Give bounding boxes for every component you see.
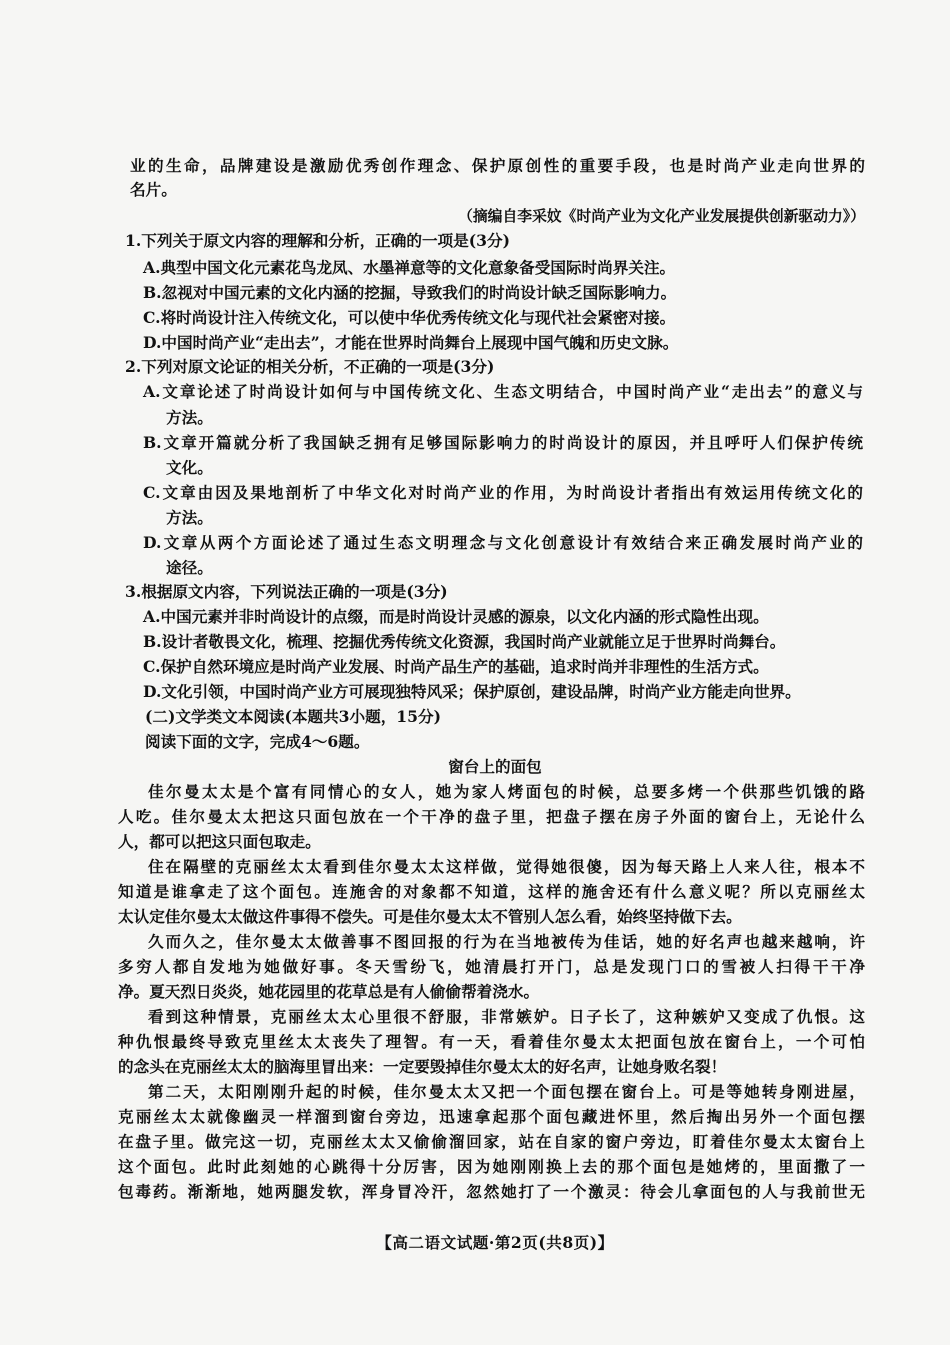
passage-line: 名片。 (130, 180, 177, 199)
option-line: B.文章开篇就分析了我国缺乏拥有足够国际影响力的时尚设计的原因，并且呼吁人们保护传统 (143, 433, 863, 452)
story-line: 的念头在克丽丝太太的脑海里冒出来：一定要毁掉佳尔曼太太的好名声，让她身败名裂！ (118, 1057, 727, 1076)
story-line: 知道是谁拿走了这个面包。连施舍的对象都不知道，这样的施舍还有什么意义呢？所以克丽丝太 (118, 882, 865, 901)
reading-instruction: 阅读下面的文字，完成4～6题。 (145, 732, 370, 751)
story-line: 看到这种情景，克丽丝太太心里很不舒服，非常嫉妒。日子长了，这种嫉妒又变成了仇恨。这 (148, 1007, 865, 1026)
story-line: 住在隔壁的克丽丝太太看到佳尔曼太太这样做，觉得她很傻，因为每天路上人来人往，根本不 (148, 857, 865, 876)
option-line: A.中国元素并非时尚设计的点缀，而是时尚设计灵感的源泉，以文化内涵的形式隐性出现。 (143, 607, 769, 626)
option-line: D.文章从两个方面论述了通过生态文明理念与文化创意设计有效结合来正确发展时尚产业的 (143, 533, 863, 552)
story-line: 包毒药。渐渐地，她两腿发软，浑身冒冷汗，忽然她打了一个激灵：待会儿拿面包的人与我前世无 (118, 1182, 865, 1201)
option-line: B.设计者敬畏文化，梳理、挖掘优秀传统文化资源，我国时尚产业就能立足于世界时尚舞台。 (143, 632, 786, 651)
story-line: 第二天，太阳刚刚升起的时候，佳尔曼太太又把一个面包摆在窗台上。可是等她转身刚进屋， (148, 1082, 865, 1101)
option-continuation: 文化。 (166, 458, 213, 477)
option-continuation: 方法。 (166, 408, 213, 427)
option-continuation: 途径。 (166, 558, 213, 577)
option-line: B.忽视对中国元素的文化内涵的挖掘，导致我们的时尚设计缺乏国际影响力。 (143, 283, 677, 302)
story-line: 克丽丝太太就像幽灵一样溜到窗台旁边，迅速拿起那个面包藏进怀里，然后掏出另外一个面包摆 (118, 1107, 865, 1126)
option-line: C.文章由因及果地剖析了中华文化对时尚产业的作用，为时尚设计者指出有效运用传统文化的 (143, 483, 863, 502)
story-line: 这个面包。此时此刻她的心跳得十分厉害，因为她刚刚换上去的那个面包是她烤的，里面撒了一 (118, 1157, 865, 1176)
question-stem: 3.根据原文内容，下列说法正确的一项是(3分) (125, 582, 448, 601)
story-line: 人吃。佳尔曼太太把这只面包放在一个干净的盘子里，把盘子摆在房子外面的窗台上，无论什么 (118, 807, 865, 826)
story-line: 种仇恨最终导致克里丝太太丧失了理智。有一天，看着佳尔曼太太把面包放在窗台上，一个可怕 (118, 1032, 865, 1051)
story-line: 多穷人都自发地为她做好事。冬天雪纷飞，她清晨打开门，总是发现门口的雪被人扫得干干净 (118, 957, 865, 976)
option-continuation: 方法。 (166, 508, 213, 527)
story-line: 久而久之，佳尔曼太太做善事不图回报的行为在当地被传为佳话，她的好名声也越来越响，许 (148, 932, 865, 951)
story-line: 人，都可以把这只面包取走。 (118, 832, 321, 851)
story-line: 佳尔曼太太是个富有同情心的女人，她为家人烤面包的时候，总要多烤一个供那些饥饿的路 (148, 782, 865, 801)
story-line: 太认定佳尔曼太太做这件事得不偿失。可是佳尔曼太太不管别人怎么看，始终坚持做下去。 (118, 907, 742, 926)
source-attribution: （摘编自李采妏《时尚产业为文化产业发展提供创新驱动力》） (458, 208, 865, 225)
question-stem: 2.下列对原文论证的相关分析，不正确的一项是(3分) (125, 357, 495, 376)
passage-line: 业的生命，品牌建设是激励优秀创作理念、保护原创性的重要手段，也是时尚产业走向世界的 (130, 156, 865, 175)
option-line: C.将时尚设计注入传统文化，可以使中华优秀传统文化与现代社会紧密对接。 (143, 308, 676, 327)
option-line: D.中国时尚产业“走出去”，才能在世界时尚舞台上展现中国气魄和历史文脉。 (143, 333, 679, 352)
question-stem: 1.下列关于原文内容的理解和分析，正确的一项是(3分) (125, 231, 510, 250)
story-title: 窗台上的面包 (448, 757, 542, 776)
page-footer: 【高二语文试题·第2页(共8页)】 (376, 1233, 614, 1252)
option-line: A.典型中国文化元素花鸟龙凤、水墨禅意等的文化意象备受国际时尚界关注。 (143, 258, 676, 277)
option-line: D.文化引领，中国时尚产业方可展现独特风采；保护原创，建设品牌，时尚产业方能走向世界。 (143, 682, 801, 701)
story-line: 净。夏天烈日炎炎，她花园里的花草总是有人偷偷帮着浇水。 (118, 982, 540, 1001)
section-heading: (二)文学类文本阅读(本题共3小题，15分) (145, 707, 441, 726)
option-line: A.文章论述了时尚设计如何与中国传统文化、生态文明结合，中国时尚产业“走出去”的意义与 (143, 382, 863, 401)
option-line: C.保护自然环境应是时尚产业发展、时尚产品生产的基础，追求时尚并非理性的生活方式。 (143, 657, 769, 676)
story-line: 在盘子里。做完这一切，克丽丝太太又偷偷溜回家，站在自家的窗户旁边，盯着佳尔曼太太窗台上 (118, 1132, 865, 1151)
